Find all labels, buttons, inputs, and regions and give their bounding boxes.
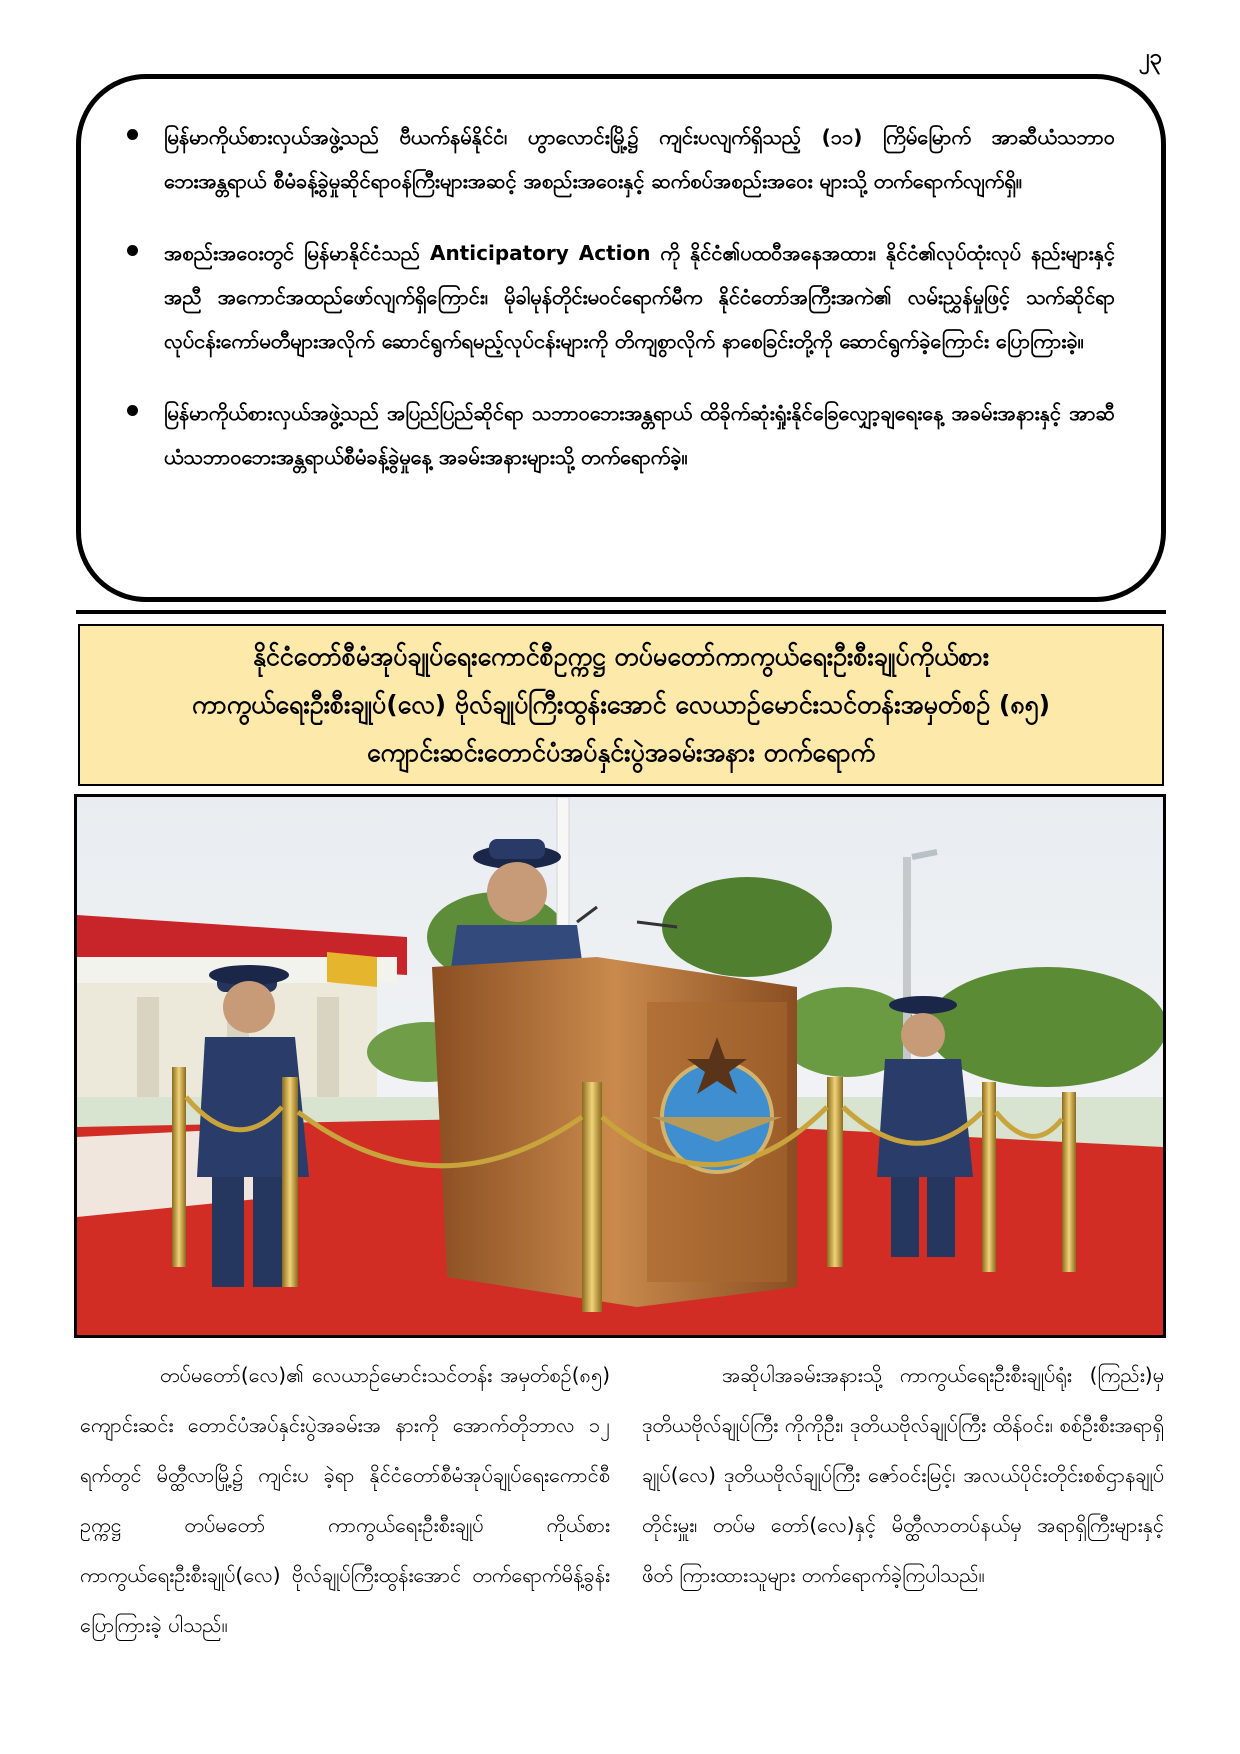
section-divider [76,610,1166,614]
bullet-text: မြန်မာကိုယ်စားလှယ်အဖွဲ့သည် အပြည်ပြည်ဆိုင်ရာ သဘာဝဘေးအန္တရာယ် ထိခိုက်ဆုံးရှုံးနိုင်ခြေလျှော့ချရေးနေ့ အခမ်းအနားနှင့် အာဆီယံသဘာဝဘေးအန္တရာယ်စီမံခန့်ခွဲမှုနေ့ အခမ်းအနားများသို့ တက်ရောက်ခဲ့။ [164,401,1115,469]
bullet-item [127,115,1115,203]
article-body-left [80,1350,610,1650]
headline-line: ကာကွယ်ရေးဦးစီးချုပ်(လေ) ဗိုလ်ချုပ်ကြီးထွန်းအောင် လေယာဉ်မောင်းသင်တန်းအမှတ်စဉ် (၈၅) [191,690,1051,719]
bullet-dot-icon [127,129,138,140]
bullet-item [127,231,1115,363]
ceremony-photo [74,794,1166,1338]
bullet-text: မြန်မာကိုယ်စားလှယ်အဖွဲ့သည် ဗီယက်နမ်နိုင်ငံ၊ ဟွာလောင်းမြို့၌ ကျင်းပလျက်ရှိသည့် (၁၁) ကြိမ်မြောက် အာဆီယံသဘာဝဘေးအန္တရာယ် စီမံခန့်ခွဲမှုဆိုင်ရာဝန်ကြီးများအဆင့် အစည်းအဝေးနှင့် ဆက်စပ်အစည်းအဝေး များသို့ တက်ရောက်လျက်ရှိ။ [164,125,1115,193]
news-headline [78,624,1164,786]
summary-bullet-box [76,74,1166,602]
headline-line: နိုင်ငံတော်စီမံအုပ်ချုပ်ရေးကောင်စီဥက္ကဋ္ဌ တပ်မတော်ကာကွယ်ရေးဦးစီးချုပ်ကိုယ်စား [252,642,990,671]
headline-line: ကျောင်းဆင်းတောင်ပံအပ်နှင်းပွဲအခမ်းအနား တက်ရောက် [366,738,876,767]
bullet-text: အစည်းအဝေးတွင် မြန်မာနိုင်ငံသည် Anticipatory Action ကို နိုင်ငံ၏ပထဝီအနေအထား၊ နိုင်ငံ၏လုပ်ထုံးလုပ် နည်းများနှင့်အညီ အကောင်အထည်ဖော်လျက်ရှိကြောင်း၊ မိုခါမုန်တိုင်းမဝင်ရောက်မီက နိုင်ငံတော်အကြီးအကဲ၏ လမ်းညွှန်မှုဖြင့် သက်ဆိုင်ရာလုပ်ငန်းကော်မတီများအလိုက် ဆောင်ရွက်ရမည့်လုပ်ငန်းများကို တိကျစွာလိုက် နာစေခြင်းတို့ကို ဆောင်ရွက်ခဲ့ကြောင်း ပြောကြားခဲ့။ [164,241,1115,353]
page-number: ၂၃ [1138,45,1162,70]
article-paragraph: အဆိုပါအခမ်းအနားသို့ ကာကွယ်ရေးဦးစီးချုပ်ရုံး (ကြည်း)မှ ဒုတိယဗိုလ်ချုပ်ကြီး ကိုကိုဦး၊ ဒုတိယဗိုလ်ချုပ်ကြီး ထိန်ဝင်း၊ စစ်ဦးစီးအရာရှိချုပ်(လေ) ဒုတိယဗိုလ်ချုပ်ကြီး ဇော်ဝင်းမြင့်၊ အလယ်ပိုင်းတိုင်းစစ်ဌာနချုပ်တိုင်းမှူး၊ တပ်မ တော်(လေ)နှင့် မိတ္ထီလာတပ်နယ်မှ အရာရှိကြီးများနှင့် ဖိတ် ကြားထားသူများ တက်ရောက်ခဲ့ကြပါသည်။ [642,1363,1164,1587]
bullet-item [127,391,1115,479]
article-paragraph: တပ်မတော်(လေ)၏ လေယာဉ်မောင်းသင်တန်း အမှတ်စဉ်(၈၅) ကျောင်းဆင်း တောင်ပံအပ်နှင်းပွဲအခမ်းအ နားကို အောက်တိုဘာလ ၁၂ ရက်တွင် မိတ္ထီလာမြို့၌ ကျင်းပ ခဲ့ရာ နိုင်ငံတော်စီမံအုပ်ချုပ်ရေးကောင်စီဥက္ကဋ္ဌ တပ်မတော် ကာကွယ်ရေးဦးစီးချုပ် ကိုယ်စား ကာကွယ်ရေးဦးစီးချုပ်(လေ) ဗိုလ်ချုပ်ကြီးထွန်းအောင် တက်ရောက်မိန့်ခွန်း ပြောကြားခဲ့ ပါသည်။ [80,1363,610,1637]
bullet-dot-icon [127,245,138,256]
bullet-dot-icon [127,405,138,416]
article-body-right [642,1350,1164,1600]
